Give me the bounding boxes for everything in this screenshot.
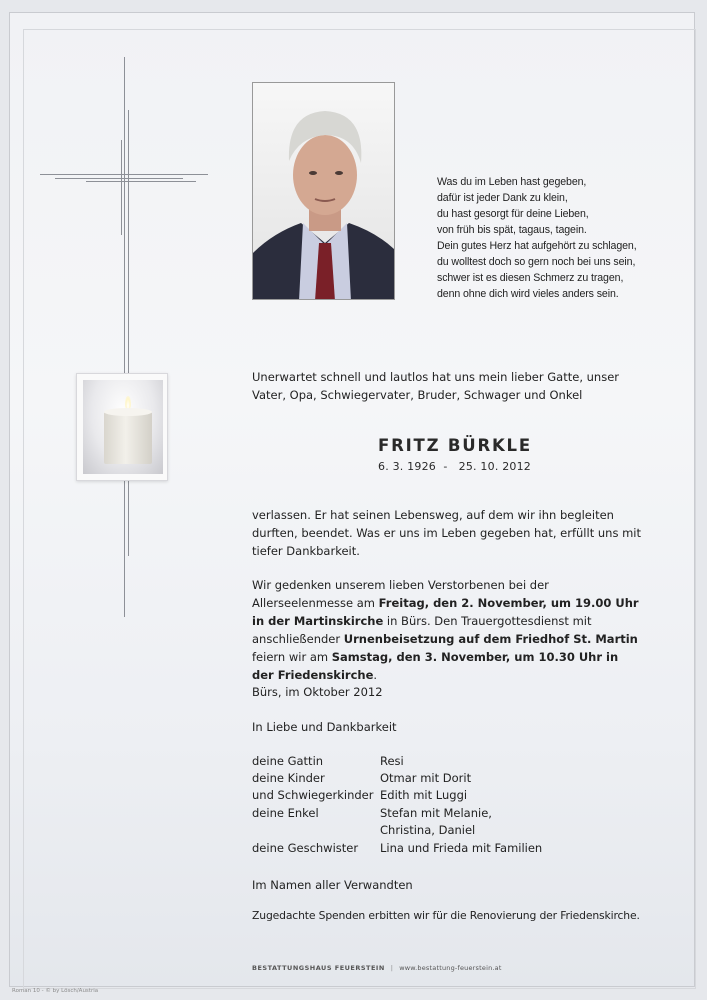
paragraph-services: Wir gedenken unserem lieben Verstorbenen bei der Allerseelenmesse am Freitag, den 2. November, um 19.00 Uhr in der Martinskirche in Bürs. Den Trauergottesdienst mit anschließender Urnenbeisetzung auf dem Friedhof St. Martin feiern wir am Samstag, den 3. November, um 10.30 Uhr in der Friedenskirche.	[252, 578, 639, 682]
funeral-home-website[interactable]: www.bestattung-feuerstein.at	[399, 964, 502, 972]
poem-line: Was du im Leben hast gegeben,	[437, 176, 587, 188]
poem-line: du hast gesorgt für deine Lieben,	[437, 208, 589, 220]
relative-row: Christina, Daniel	[380, 823, 476, 837]
poem-line: von früh bis spät, tagaus, tagein.	[437, 224, 587, 236]
intro-text: Unerwartet schnell und lautlos hat uns mein lieber Gatte, unser Vater, Opa, Schwiegervater, Bruder, Schwager und Onkel	[252, 370, 620, 402]
closing-line: In Liebe und Dankbarkeit	[252, 720, 397, 734]
deceased-name: FRITZ BÜRKLE	[378, 436, 532, 455]
candle-image	[76, 373, 168, 481]
relative-row: deine Geschwister Lina und Frieda mit Familien	[252, 841, 543, 855]
poem-line: dafür ist jeder Dank zu klein,	[437, 192, 568, 204]
poem-line: du wolltest doch so gern noch bei uns sein,	[437, 256, 636, 268]
donations-note: Zugedachte Spenden erbitten wir für die Renovierung der Friedenskirche.	[252, 909, 640, 922]
paragraph-farewell: verlassen. Er hat seinen Lebensweg, auf dem wir ihn begleiten durften, beendet. Was er uns im Leben gegeben hat, erfüllt uns mit tiefer Dankbarkeit.	[252, 508, 641, 558]
poem-line: Dein gutes Herz hat aufgehört zu schlagen,	[437, 240, 637, 252]
life-dates: 6. 3. 1926 - 25. 10. 2012	[378, 460, 532, 473]
footer: BESTATTUNGSHAUS FEUERSTEIN | www.bestattung-feuerstein.at	[252, 964, 502, 972]
relative-row: deine Kinder Otmar mit Dorit	[252, 771, 472, 785]
poem-line: schwer ist es diesen Schmerz zu tragen,	[437, 272, 624, 284]
relative-row: deine Enkel Stefan mit Melanie,	[252, 806, 492, 820]
portrait-photo	[252, 82, 395, 300]
relative-row: und Schwiegerkinder Edith mit Luggi	[252, 788, 468, 802]
poem-line: denn ohne dich wird vieles anders sein.	[437, 288, 619, 300]
relative-row: deine Gattin Resi	[252, 754, 404, 768]
funeral-home-name: BESTATTUNGSHAUS FEUERSTEIN	[252, 964, 385, 972]
poem	[437, 174, 687, 302]
on-behalf-line: Im Namen aller Verwandten	[252, 878, 413, 892]
template-credit: Roman 10 - © by Lösch/Austria	[12, 988, 99, 994]
place-date: Bürs, im Oktober 2012	[252, 685, 383, 699]
